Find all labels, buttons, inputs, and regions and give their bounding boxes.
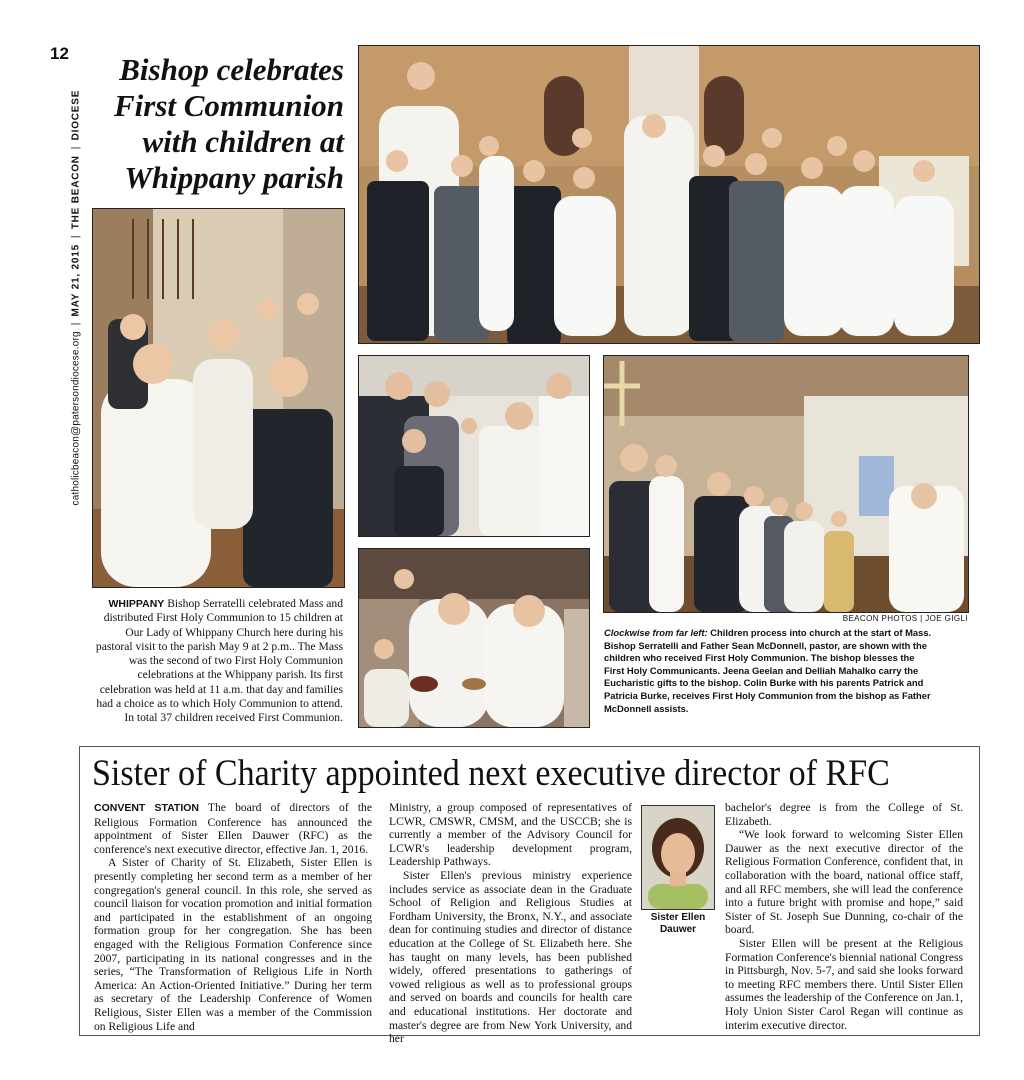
folio-date: MAY 21, 2015 (70, 244, 82, 317)
story1-caption (93, 597, 343, 726)
caption-dateline: WHIPPANY (108, 598, 165, 610)
caption-lead: Clockwise from far left: (604, 627, 708, 638)
photo-group-bishop-children (358, 45, 980, 344)
photo-communion-burke (358, 355, 590, 537)
story2-column-2: Ministry, a group composed of representatives of LCWR, CMSWR, CMSM, and the USCCB; she is currently a member of the Advisory Council for LCWR's leadership development program, Leadership Pathways. Sister Ellen's previous ministry experience includes service as associate dean in the Graduate School of Religion and Religious Studies at Fordham University, the Bronx, N.Y., and associate dean for continuing studies and director of distance education at the College of St. Elizabeth here. She has taught on many levels, has been published widely, offered presentations to gatherings of vowed religious as well as to professional groups and served on boards and councils for health care and educational institutions. Her doctorate and master's degree are from New York University, and her (389, 801, 632, 1046)
caption-body: Children process into church at the start of Mass. Bishop Serratelli and Father Sean McDonnell, pastor, are shown with the children who received First Holy Communion. The bishop blesses the First Holy Communicants. Jeena Geelan and Delliah Mahalko carry the Eucharistic gifts to the bishop. Colin Burke with his parents Patrick and Patricia Burke, receives First Holy Communion from the bishop as Father McDonnell assists. (604, 627, 932, 714)
story2-headline: Sister of Charity appointed next executive director of RFC (92, 753, 890, 794)
portrait-caption: Sister Ellen Dauwer (650, 912, 706, 935)
story2-column-3: bachelor's degree is from the College of St. Elizabeth. “We look forward to welcoming Sister Ellen Dauwer as the next executive director of the Religious Formation Conference, confident that, in collaboration with the board, national office staff, and all RFC members, she will lead the conference into a future bright with promise and hope,” said Sister of St. Joseph Sue Dunning, co-chair of the board. Sister Ellen will be present at the Religious Formation Conference's biennial national Congress in Pittsburgh, Nov. 5-7, and said she looks forward to meeting RFC members there. Until Sister Ellen assumes the leadership of the Conference on Jan.1, Holy Union Sister Carol Regan will continue as interim executive director. (725, 801, 963, 1032)
story2-dateline: CONVENT STATION (94, 802, 199, 814)
folio-section: DIOCESE (70, 89, 82, 141)
folio-email: catholicbeacon@patersondiocese.org (70, 331, 82, 506)
photo-girls-carry-gifts (358, 548, 590, 728)
portrait-sister-ellen (641, 805, 715, 910)
story2-column-1: CONVENT STATION The board of directors of the Religious Formation Conference has announced the appointment of Sister Ellen Dauwer (RFC) as the conference's next executive director, effective Jan. 1, 2016. A Sister of Charity of St. Elizabeth, Sister Ellen is presently completing her second term as a member of her congregation's general council. In this role, she served as council liaison for vocation promotion and initial formation and participated in the establishment of an ongoing formation group for her congregation. She has been engaged with the Religious Formation Conference since 2007, participating in its national congresses and in the series, “The Transformation of Religious Life in North America: An Action-Oriented Initiative.” During her term as secretary of the Leadership Conference of Women Religious, Sister Ellen was a member of the Commission on Religious Life and (94, 801, 372, 1033)
page-folio (46, 40, 82, 506)
folio-line: catholicbeacon@patersondiocese.org | MAY 21, 2015 | THE BEACON | DIOCESE (70, 89, 82, 506)
folio-paper: THE BEACON (70, 155, 82, 230)
page-number: 12 (50, 44, 69, 63)
photo-procession (92, 208, 345, 588)
photo-bishop-blessing (603, 355, 969, 613)
story1-headline: Bishop celebrates First Communion with children at Whippany parish (113, 52, 344, 195)
photos-caption (604, 627, 934, 715)
caption-text: Bishop Serratelli celebrated Mass and distributed First Holy Communion to 15 children at Our Lady of Whippany Church here during his pastoral visit to the parish May 9 at 2 p.m.. The Mass was the second of two First Holy Communion celebrations at the Whippany parish. Its first celebration was held at 11 a.m. that day and families had a choice as to which Holy Communion to attend. In total 37 children received First Communion. (95, 597, 343, 725)
photo-credit: BEACON PHOTOS | JOE GIGLI (842, 614, 968, 623)
